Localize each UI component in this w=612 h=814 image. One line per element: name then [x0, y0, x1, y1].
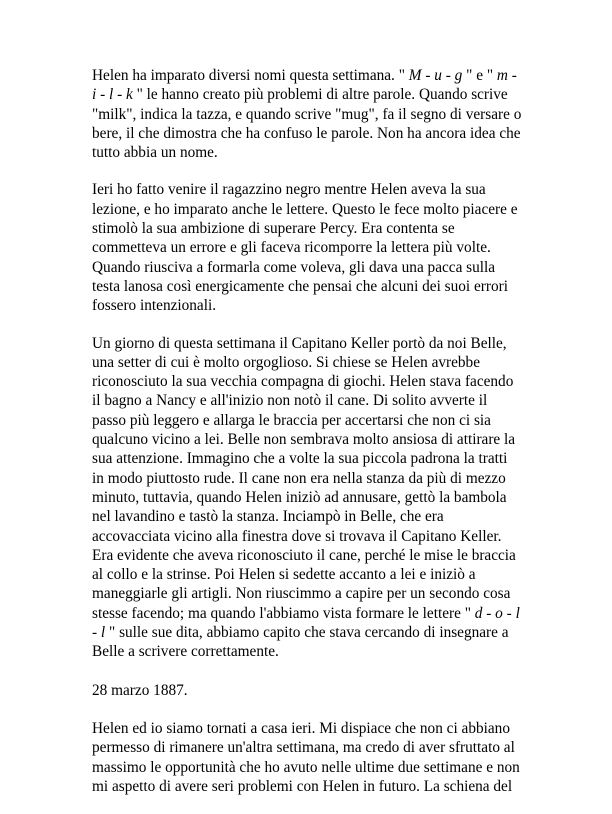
paragraph-text: Helen ed io siamo tornati a casa ieri. Mi dispiace che non ci abbiano permesso di rimanere un'altra settimana, ma credo di aver sfruttato al massimo le opportunità che ho avuto nelle ultime due settimane e non mi aspetto di avere seri problemi con Helen in futuro. La schiena del	[92, 719, 520, 795]
paragraph-1	[92, 66, 522, 162]
spelled-word-mug: M - u - g	[408, 67, 463, 84]
paragraph-text: " e "	[462, 67, 497, 84]
paragraph-text: Un giorno di questa settimana il Capitano Keller portò da noi Belle, una setter di cui è molto orgoglioso. Si chiese se Helen avrebbe riconosciuto la sua vecchia compagna di giochi. Helen stava facendo il bagno a Nancy e all'inizio non notò il cane. Di solito avverte il passo più leggero e allarga le braccia per accertarsi che non ci sia qualcuno vicino a lei. Belle non sembrava molto ansiosa di attirare la sua attenzione. Immagino che a volte la sua piccola padrona la tratti in modo piuttosto rude. Il cane non era nella stanza da più di mezzo minuto, tuttavia, quando Helen iniziò ad annusare, gettò la bambola nel lavandino e tastò la stanza. Inciampò in Belle, che era accovacciata vicino alla finestra dove si trovava il Capitano Keller. Era evidente che aveva riconosciuto il cane, perché le mise le braccia al collo e la strinse. Poi Helen si sedette accanto a lei e iniziò a maneggiarle gli artigli. Non riuscimmo a capire per un secondo cosa stesse facendo; ma quando l'abbiamo vista formare le lettere "	[92, 334, 516, 622]
spelled-word-milk: m - i - l - k	[92, 67, 517, 104]
document-page	[92, 66, 522, 814]
date-text: 28 marzo 1887.	[92, 681, 188, 699]
paragraph-text: " le hanno creato più problemi di altre parole. Quando scrive "milk", indica la tazza, e quando scrive "mug", fa il segno di versare o bere, il che dimostra che ha confuso le parole. Non ha ancora idea che tutto abbia un nome.	[92, 86, 522, 162]
paragraph-text: Ieri ho fatto venire il ragazzino negro mentre Helen aveva la sua lezione, e ho imparato anche le lettere. Questo le fece molto piacere e stimolò la sua ambizione di superare Percy. Era contenta se commetteva un errore e gli faceva ricomporre la lettera più volte. Quando riusciva a formarla come voleva, gli dava una pacca sulla testa lanosa così energicamente che pensai che alcuni dei suoi errori fossero intenzionali.	[92, 181, 518, 315]
paragraph-text: Helen ha imparato diversi nomi questa settimana. "	[92, 67, 409, 84]
spelled-word-doll: d - o - l - l	[92, 604, 520, 642]
paragraph-5	[92, 719, 522, 796]
paragraph-2	[92, 180, 522, 315]
paragraph-text: " sulle sue dita, abbiamo capito che stava cercando di insegnare a Belle a scrivere correttamente.	[92, 624, 509, 661]
date-heading	[92, 681, 522, 700]
paragraph-3	[92, 334, 522, 662]
